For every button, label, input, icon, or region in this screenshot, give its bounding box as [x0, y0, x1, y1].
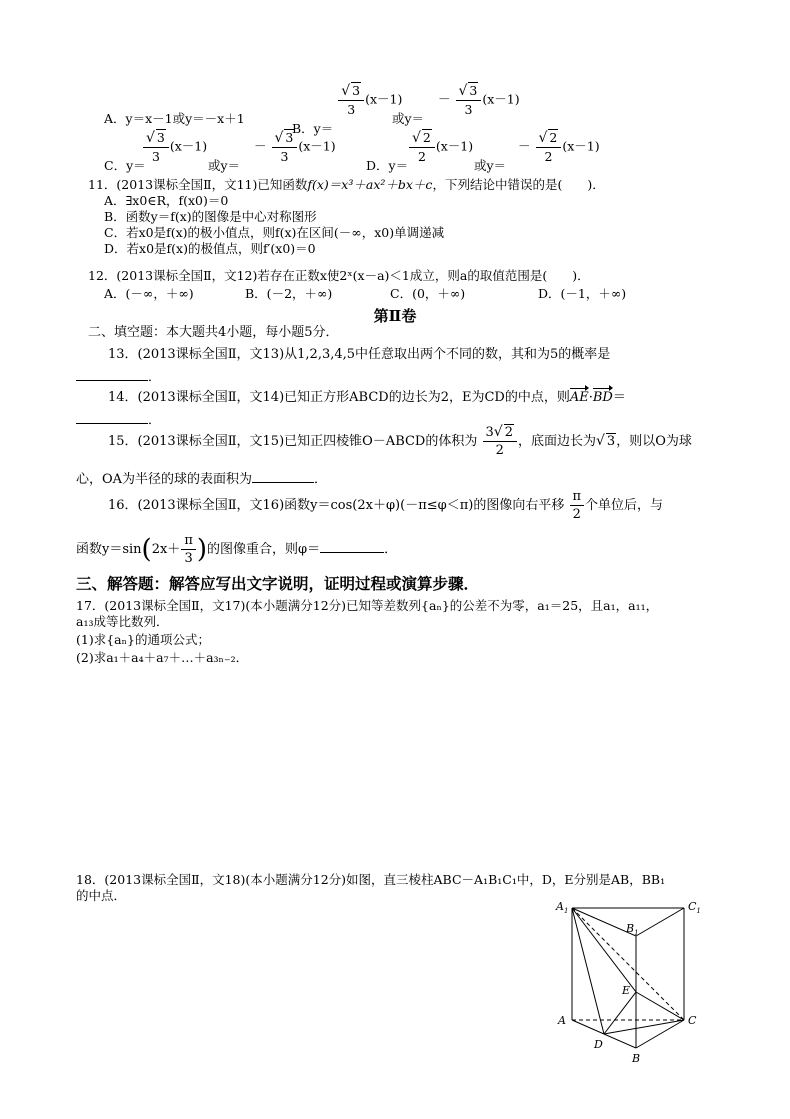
seg-a1-e	[572, 908, 636, 992]
solve-heading: 三、解答题：解答应写出文字说明，证明过程或演算步骤．	[76, 574, 480, 593]
q10-d-prefix: D．y＝	[366, 158, 409, 173]
part2-title: 第Ⅱ卷	[373, 307, 417, 325]
q10-option-a: A．y＝x－1或y＝－x＋1	[104, 111, 245, 126]
label-c1: $C_1$	[688, 900, 701, 915]
q18-line1: 18．(2013课标全国Ⅱ，文18)(本小题满分12分)如图，直三棱柱ABC－A₁B₁C₁中，D，E分别是AB，BB₁	[76, 872, 666, 887]
q11-stem: 11．(2013课标全国Ⅱ，文11)已知函数f(x)＝x³＋ax²＋bx＋c，下列结论中错误的是( )．	[88, 177, 605, 192]
q11-option-a: A．∃x0∈R，f(x0)＝0	[104, 193, 229, 208]
q17-line2: a₁₃成等比数列．	[76, 614, 169, 629]
q11-option-d: D．若x0是f(x)的极值点，则f′(x0)＝0	[104, 241, 316, 256]
q13-answer-line: ．	[76, 366, 161, 385]
q17-part2: (2)求a₁＋a₄＋a₇＋…＋a₃ₙ₋₂．	[76, 650, 249, 665]
edge-b1-c1	[636, 908, 684, 936]
q15-volume-frac: $\frac{3√ 2}{2}$	[483, 424, 517, 459]
label-d: D	[594, 1038, 603, 1051]
q12-option-c: C．(0，＋∞)	[390, 286, 466, 301]
q10-c-second: － $\frac{√ 3}{3}$ (x－1)	[254, 130, 336, 164]
q12-option-b: B．(－2，＋∞)	[245, 286, 333, 301]
q16-line2: 函数y＝sin(2x＋ $\frac{\pi}{3}$ )的图像重合，则φ＝ ．	[76, 533, 398, 566]
q12-stem: 12．(2013课标全国Ⅱ，文12)若存在正数x使2ˣ(x－a)＜1成立，则a的取值范围是( )．	[88, 268, 590, 283]
q12-option-d: D．(－1，＋∞)	[538, 286, 627, 301]
q11-option-c: C．若x0是f(x)的极小值点，则f(x)在区间(－∞，x0)单调递减	[104, 225, 445, 240]
q12-option-a: A．(－∞，＋∞)	[104, 286, 194, 301]
label-e: E	[622, 984, 631, 997]
q10-d-first: $\frac{√ 2}{2}$ (x－1)	[408, 129, 473, 165]
q16-shift-frac: $\frac{\pi}{2}$	[570, 488, 585, 523]
q10-b-second: － $\frac{√ 3}{3}$ (x－1)	[438, 83, 520, 117]
q14-answer-line: ．	[76, 409, 161, 428]
q10-option-b	[292, 82, 403, 136]
q10-d-or: 或y＝	[474, 158, 507, 173]
q10-d-second: － $\frac{√ 2}{2}$ (x－1)	[518, 130, 600, 164]
q14-text: 14．(2013课标全国Ⅱ，文14)已知正方形ABCD的边长为2，E为CD的中点，则AE·BD＝	[108, 390, 626, 405]
q10-c-prefix: C．y＝	[104, 158, 146, 173]
fill-heading: 二、填空题：本大题共4小题，每小题5分．	[88, 325, 339, 340]
label-b: B	[632, 1052, 641, 1065]
q10-c-first: $\frac{√ 3}{3}$ (x－1)	[142, 129, 207, 165]
q16-line1: 16．(2013课标全国Ⅱ，文16)函数y＝cos(2x＋φ)(－π≤φ＜π)的图像向右平移 $\frac{\pi}{2}$ 个单位后，与	[108, 489, 664, 522]
q15-line2: 心，OA为半径的球的表面积为 ．	[76, 468, 327, 488]
q11-option-b: B．函数y＝f(x)的图像是中心对称图形	[104, 209, 317, 224]
q10-b-frac: $\frac{√ 3}{3}$	[338, 82, 364, 118]
q17-part1: (1)求{aₙ}的通项公式；	[76, 632, 210, 647]
label-c: C	[688, 1014, 697, 1027]
label-a: A	[558, 1014, 566, 1027]
q13-text: 13．(2013课标全国Ⅱ，文13)从1,2,3,4,5中任意取出两个不同的数，其和为5的概率是	[108, 347, 611, 362]
q10-b-paren: (x－1)	[365, 91, 403, 107]
q17-line1: 17．(2013课标全国Ⅱ，文17)(本小题满分12分)已知等差数列{aₙ}的公差不为零，a₁＝25，且a₁，a₁₁，	[76, 598, 659, 613]
q10-c-or: 或y＝	[208, 158, 241, 173]
q15-line1: 15．(2013课标全国Ⅱ，文15)已知正四棱锥O－ABCD的体积为 $\frac{3√ 2}{2}$ ，底面边长为√ 3，则以O为球	[108, 424, 692, 458]
seg-a1-d	[572, 908, 604, 1034]
label-a1: $A_1$	[556, 900, 569, 915]
q10-b-or: 或y＝	[392, 111, 425, 126]
seg-d-e	[604, 992, 636, 1034]
q18-line2: 的中点．	[76, 888, 127, 903]
seg-e-c	[636, 992, 684, 1020]
q10-b-prefix: B．y＝	[292, 120, 334, 136]
prism-figure	[552, 892, 722, 1112]
label-b1: $B_1$	[626, 922, 639, 937]
